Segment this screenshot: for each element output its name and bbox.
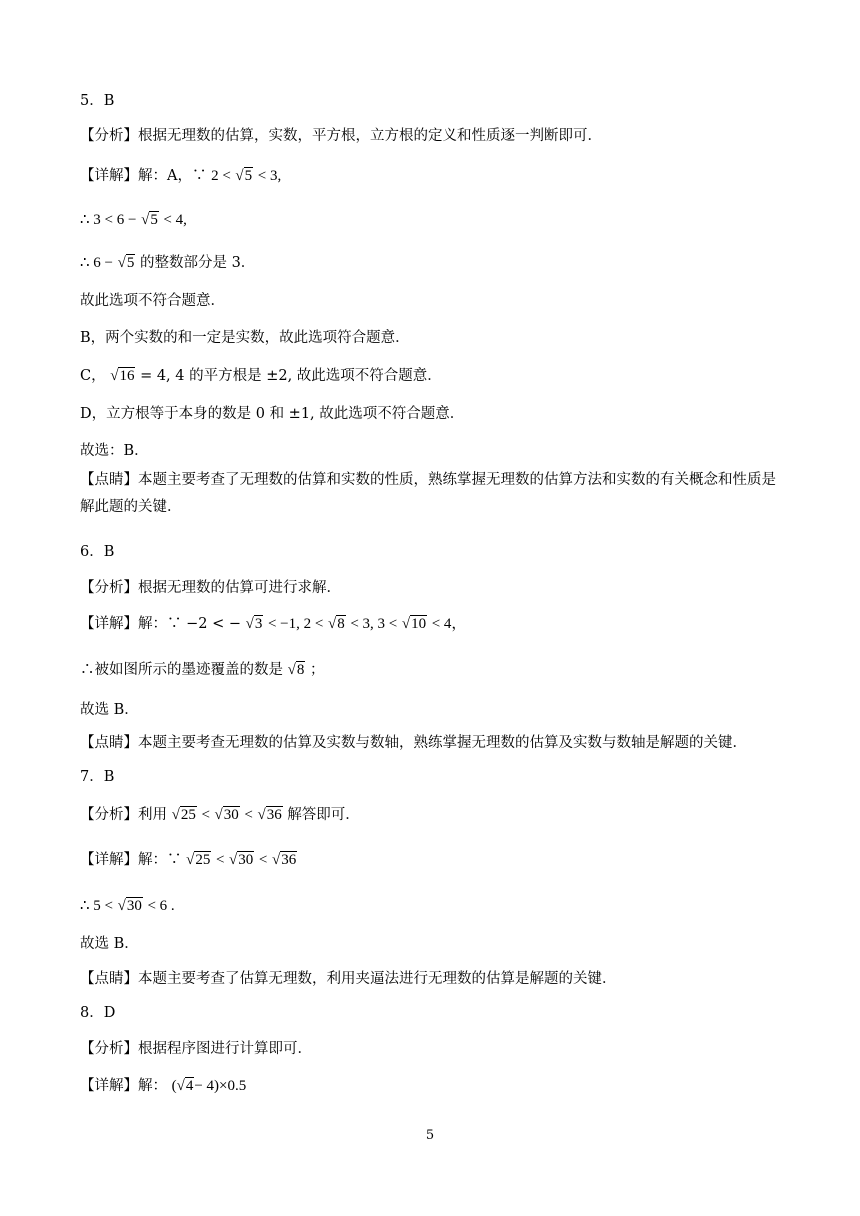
q6-line2-text: ∴被如图所示的墨迹覆盖的数是 [80, 662, 283, 678]
q7-detail-line1: 【详解】解：∵ √25 < √30 < √36 [80, 852, 297, 868]
q7-analysis-prefix: 【分析】利用 [80, 807, 167, 823]
math-text: ； [309, 662, 325, 678]
math-text: < 3, 3 < [350, 616, 398, 632]
q5-detail-prefix: 【详解】解：A，∵ [80, 168, 207, 184]
radicand: 3 [254, 616, 263, 632]
q8-answer: 8．D [80, 1005, 116, 1021]
page-number: 5 [425, 1128, 435, 1143]
math-text: < 4, [163, 212, 187, 228]
q5-line4: 故此选项不符合题意． [80, 293, 225, 309]
math-text: < 3, [257, 168, 282, 184]
q5-line5: B，两个实数的和一定是实数，故此选项符合题意． [80, 330, 410, 346]
q7-detail-prefix: 【详解】解：∵ [80, 852, 182, 868]
math-text: ∴ 6 − [80, 255, 114, 271]
q7-line3: 故选 B． [80, 936, 139, 952]
q7-answer: 7．B [80, 769, 115, 785]
math-text: 2 < [211, 168, 231, 184]
radicand: 36 [266, 807, 282, 823]
q6-line3: 故选 B． [80, 702, 139, 718]
q8-detail-line1: 【详解】解： (√4− 4)×0.5 [80, 1078, 247, 1094]
q6-line2: ∴被如图所示的墨迹覆盖的数是 √8 ； [80, 662, 325, 678]
q5-detail-line3: ∴ 6 − √5 的整数部分是 3． [80, 255, 256, 271]
q7-line2: ∴ 5 < √30 < 6 . [80, 898, 175, 914]
q5-line6: C， √16 = 4, 4 的平方根是 ±2, 故此选项不符合题意． [80, 368, 442, 384]
q5-detail-line1: 【详解】解：A，∵ 2 < √5 < 3, [80, 168, 282, 184]
radicand: 5 [150, 212, 158, 228]
q7-analysis: 【分析】利用 √25 < √30 < √36 解答即可． [80, 807, 360, 823]
q6-analysis: 【分析】根据无理数的估算可进行求解． [80, 580, 341, 596]
radicand: 5 [244, 168, 253, 184]
math-text: < 4， [431, 616, 467, 632]
q5-answer: 5．B [80, 93, 115, 109]
q7-comment: 【点睛】本题主要考查了估算无理数，利用夹逼法进行无理数的估算是解题的关键． [80, 971, 617, 987]
math-text: ( [171, 1078, 177, 1094]
math-text: − 4)×0.5 [194, 1078, 247, 1094]
radicand: 4 [185, 1078, 194, 1094]
radicand: 10 [411, 616, 427, 632]
q8-analysis: 【分析】根据程序图进行计算即可． [80, 1041, 312, 1057]
q6-detail-line1: 【详解】解：∵ −2 < − √3 < −1, 2 < √8 < 3, 3 < √10 < 4， [80, 616, 467, 632]
radicand: 36 [281, 852, 297, 868]
radicand: 25 [180, 807, 196, 823]
math-text: ∴ 5 < [80, 898, 114, 914]
math-text: 的整数部分是 3． [139, 255, 256, 271]
radicand: 25 [195, 852, 211, 868]
math-text: ∴ 3 < 6 − [80, 212, 137, 228]
q5-detail-line2: ∴ 3 < 6 − √5 < 4, [80, 212, 187, 228]
q5-line8: 故选：B． [80, 443, 149, 459]
math-text: < −1, 2 < [267, 616, 324, 632]
q5-analysis: 【分析】根据无理数的估算，实数，平方根，立方根的定义和性质逐一判断即可． [80, 128, 602, 144]
radicand: 30 [223, 807, 239, 823]
q5-line7: D，立方根等于本身的数是 0 和 ±1, 故此选项不符合题意． [80, 406, 465, 422]
option-label: C， [80, 368, 106, 384]
math-text: < 6 . [147, 898, 175, 914]
q7-analysis-tail: 解答即可． [287, 807, 360, 823]
q6-comment: 【点睛】本题主要考查无理数的估算及实数与数轴，熟练掌握无理数的估算及实数与数轴是解题的关键． [80, 735, 747, 751]
q8-detail-prefix: 【详解】解： [80, 1078, 167, 1094]
q6-detail-prefix: 【详解】解：∵ −2 < − [80, 616, 242, 632]
q5-comment: 【点睛】本题主要考查了无理数的估算和实数的性质，熟练掌握无理数的估算方法和实数的有关概念和性质是解此题的关键． [80, 472, 776, 515]
radicand: 8 [337, 616, 345, 632]
q6-answer: 6．B [80, 544, 115, 560]
radicand: 30 [238, 852, 254, 868]
radicand: 16 [119, 368, 135, 384]
math-text: = 4, 4 的平方根是 ±2, 故此选项不符合题意． [140, 368, 442, 384]
radicand: 30 [126, 898, 142, 914]
radicand: 5 [126, 255, 135, 271]
radicand: 8 [296, 662, 305, 678]
